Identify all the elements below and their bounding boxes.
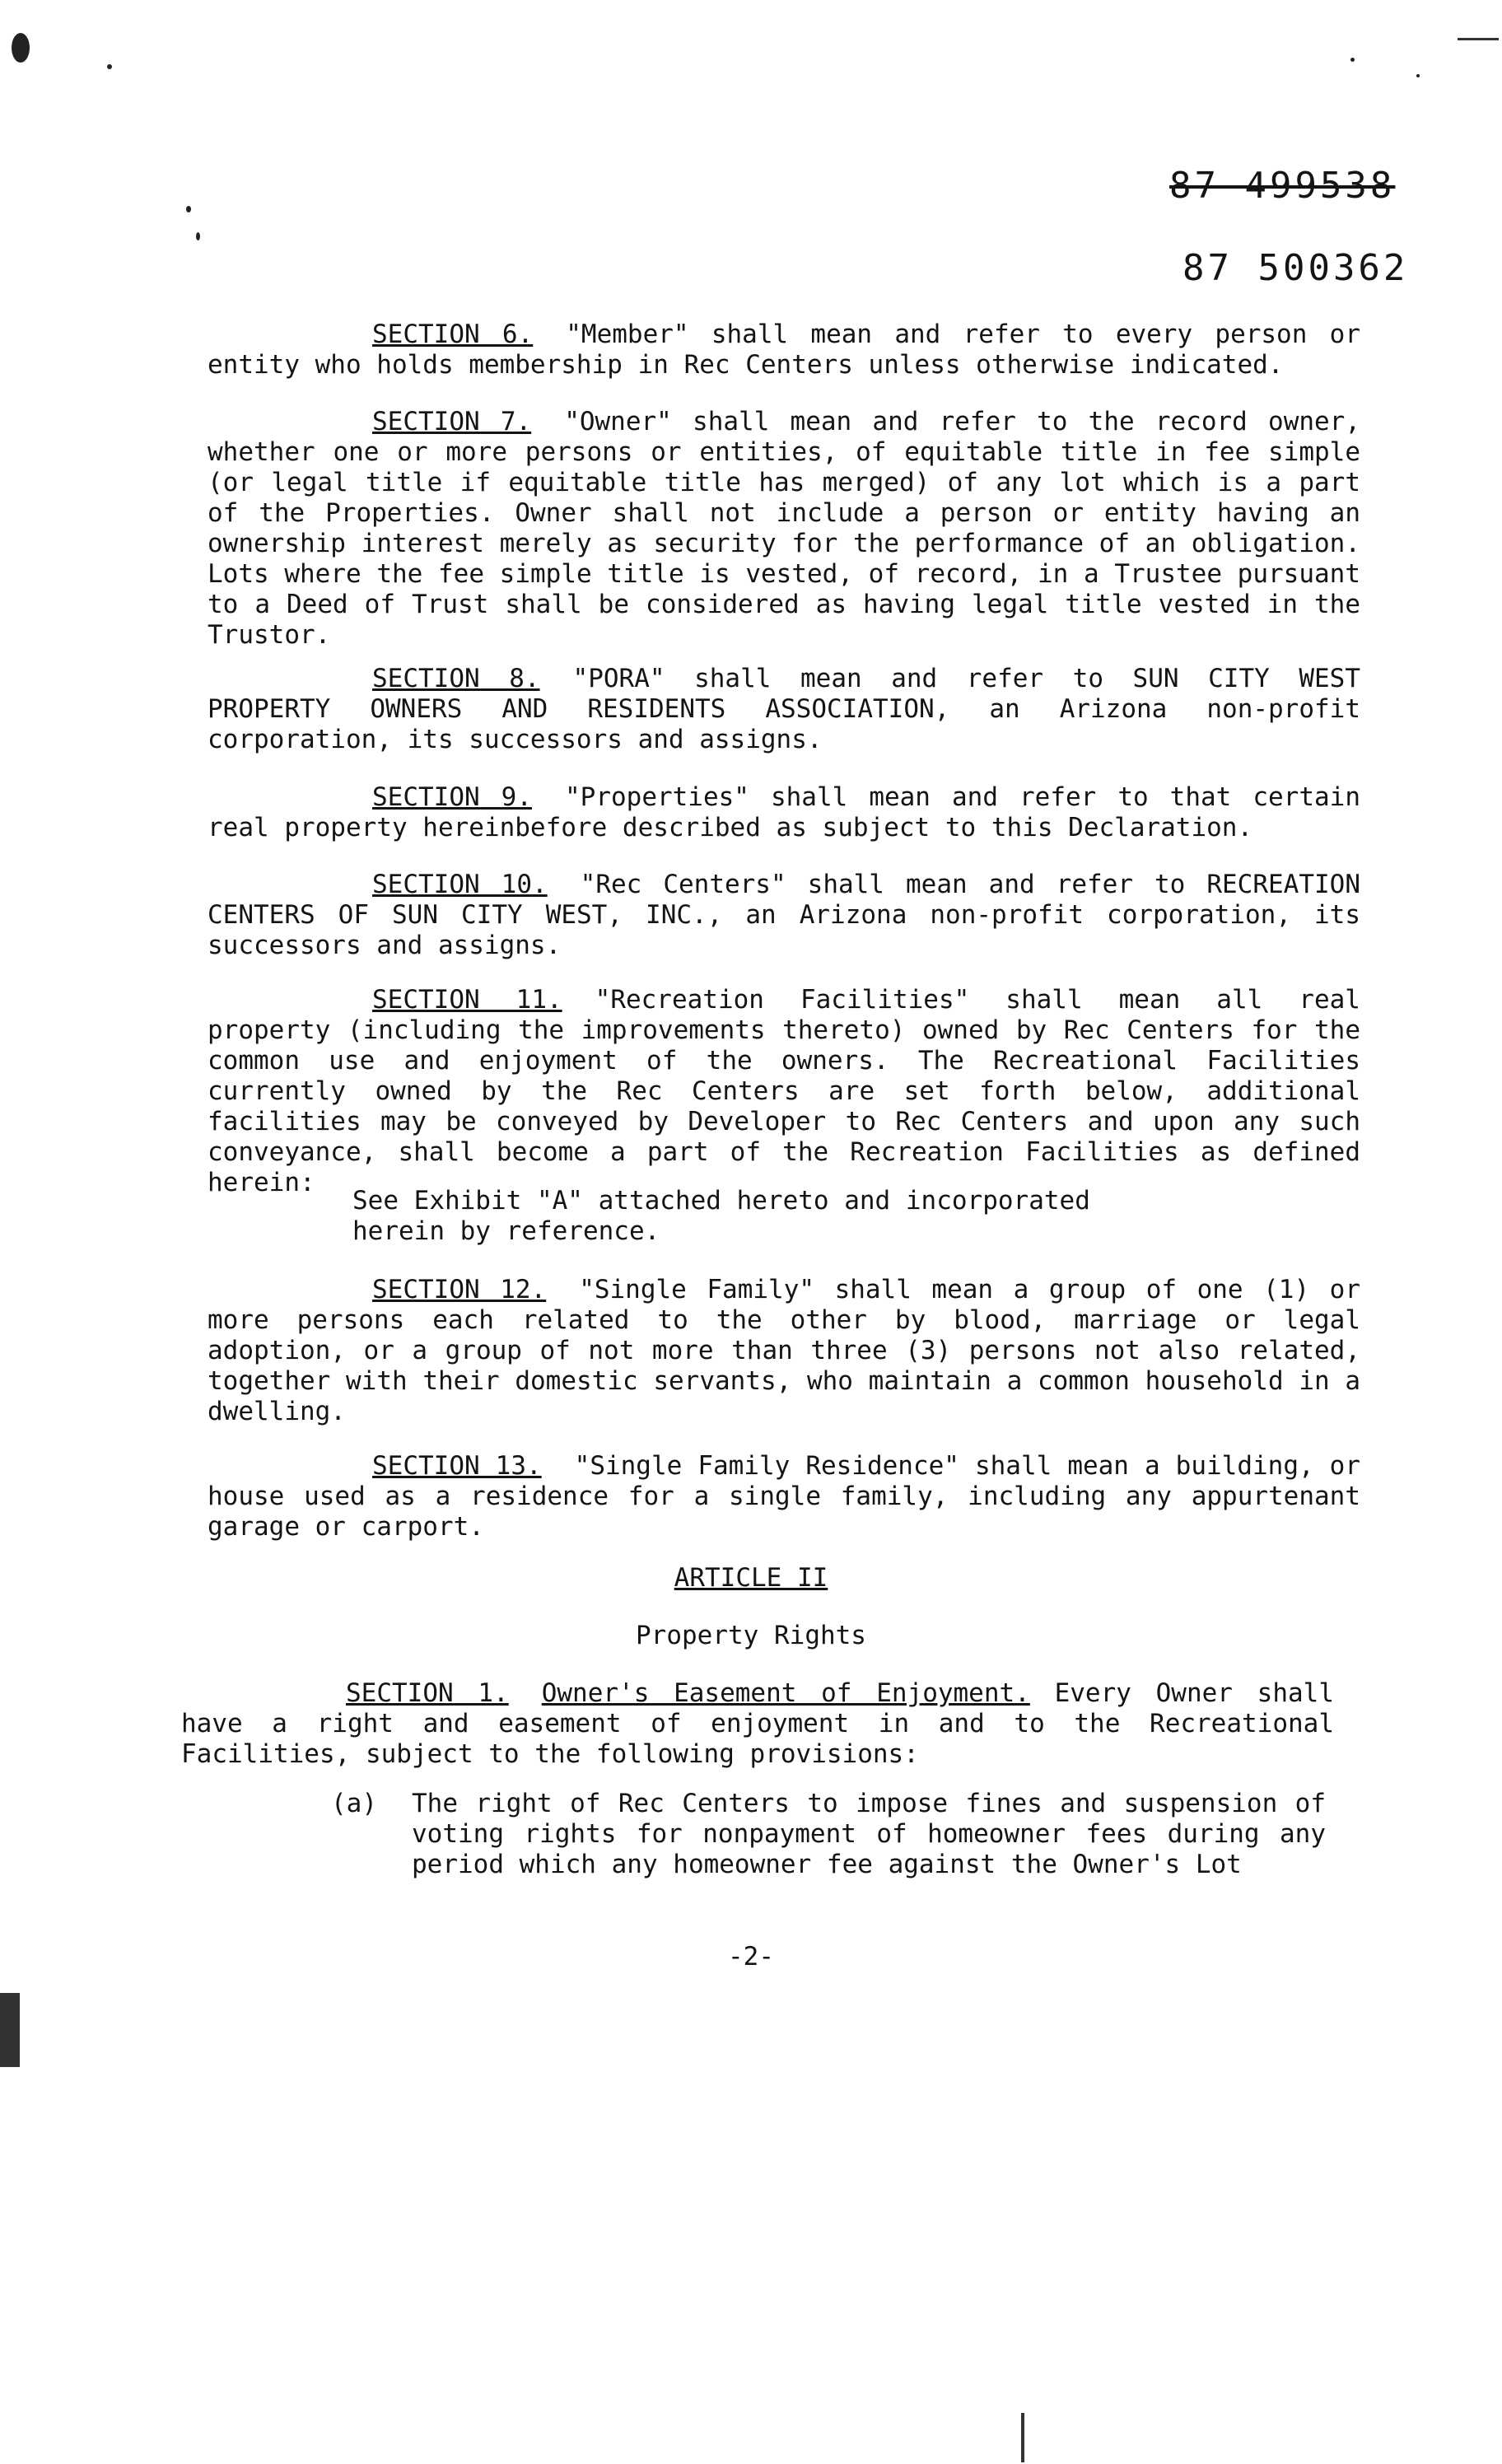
section-title: Owner's Easement of Enjoyment. bbox=[541, 1678, 1030, 1708]
section-9 bbox=[208, 782, 1360, 843]
section-body: "PORA" shall mean and refer to SUN CITY WEST PROPERTY OWNERS AND RESIDENTS ASSOCIATION, an Arizona non-profit corporation, its successors and assigns. bbox=[208, 664, 1360, 754]
section-heading: SECTION 13. bbox=[372, 1451, 542, 1481]
section-heading: SECTION 11. bbox=[372, 985, 562, 1015]
section-body: "Recreation Facilities" shall mean all real property (including the improvements thereto) owned by Rec Centers for the common use and enjoyment of the owners. The Recreational Facilities currently owned by the Rec Centers are set forth below, additional facilities may be conveyed by Developer to Rec Centers and upon any such conveyance, shall become a part of the Recreation Facilities as defined herein: bbox=[208, 985, 1360, 1197]
section-heading: SECTION 7. bbox=[372, 407, 532, 436]
article-section-1 bbox=[181, 1678, 1334, 1770]
scan-edge-mark bbox=[1021, 2413, 1024, 2462]
section-8 bbox=[208, 664, 1360, 755]
section-12 bbox=[208, 1275, 1360, 1427]
section-body: "Owner" shall mean and refer to the record owner, whether one or more persons or entities, of equitable title in fee simple (or legal title if equitable title has merged) of any lot which is a part of the Properties. Owner shall not include a person or entity having an ownership interest merely as security for the performance of an obligation. Lots where the fee simple title is vested, of record, in a Trustee pursuant to a Deed of Trust shall be considered as having legal title vested in the Trustor. bbox=[208, 407, 1361, 650]
section-heading: SECTION 6. bbox=[372, 320, 534, 349]
article-subtitle: Property Rights bbox=[636, 1621, 866, 1650]
section-6 bbox=[208, 320, 1360, 380]
document-number: 87 500362 bbox=[1182, 247, 1409, 289]
scan-edge-mark bbox=[0, 1993, 20, 2067]
scan-speck bbox=[1416, 74, 1420, 77]
section-body: "Rec Centers" shall mean and refer to RECREATION CENTERS OF SUN CITY WEST, INC., an Arizona non-profit corporation, its successors and assigns. bbox=[208, 870, 1360, 960]
scan-edge-mark bbox=[1458, 38, 1499, 40]
provision-a-text: The right of Rec Centers to impose fines and suspension of voting rights for nonpayment of homeowner fees during any period which any homeowner fee against the Owner's Lot bbox=[412, 1789, 1326, 1879]
section-body: Every Owner shall have a right and easement of enjoyment in and to the Recreational Facilities, subject to the following provisions: bbox=[181, 1678, 1334, 1769]
section-heading: SECTION 10. bbox=[372, 870, 548, 899]
section-body: "Properties" shall mean and refer to that certain real property hereinbefore described as subject to this Declaration. bbox=[208, 782, 1361, 842]
exhibit-note: See Exhibit "A" attached hereto and incorporated herein by reference. bbox=[352, 1186, 1090, 1246]
section-11 bbox=[208, 985, 1360, 1198]
section-heading: SECTION 1. bbox=[346, 1678, 509, 1708]
section-body: "Single Family" shall mean a group of one (1) or more persons each related to the other by blood, marriage or legal adoption, or a group of not more than three (3) persons not also related, together with their domestic servants, who maintain a common household in a dwelling. bbox=[208, 1275, 1360, 1426]
scan-speck bbox=[1350, 58, 1355, 62]
page-number: -2- bbox=[728, 1942, 774, 1972]
section-7 bbox=[208, 407, 1360, 651]
article-title: ARTICLE II bbox=[674, 1563, 828, 1593]
section-10 bbox=[208, 870, 1360, 961]
scan-speck bbox=[12, 33, 30, 63]
scan-speck bbox=[196, 232, 200, 240]
scan-speck bbox=[186, 206, 191, 212]
section-heading: SECTION 8. bbox=[372, 664, 540, 693]
provision-a-label: (a) bbox=[331, 1789, 377, 1818]
section-heading: SECTION 12. bbox=[372, 1275, 547, 1304]
section-body: "Single Family Residence" shall mean a building, or house used as a residence for a single family, including any appurtenant garage or carport. bbox=[208, 1451, 1360, 1542]
struck-document-number: 87 499538 bbox=[1169, 165, 1396, 207]
section-heading: SECTION 9. bbox=[372, 782, 532, 812]
section-13 bbox=[208, 1451, 1360, 1542]
scan-speck bbox=[107, 64, 112, 69]
section-body: "Member" shall mean and refer to every person or entity who holds membership in Rec Centers unless otherwise indicated. bbox=[208, 320, 1360, 380]
